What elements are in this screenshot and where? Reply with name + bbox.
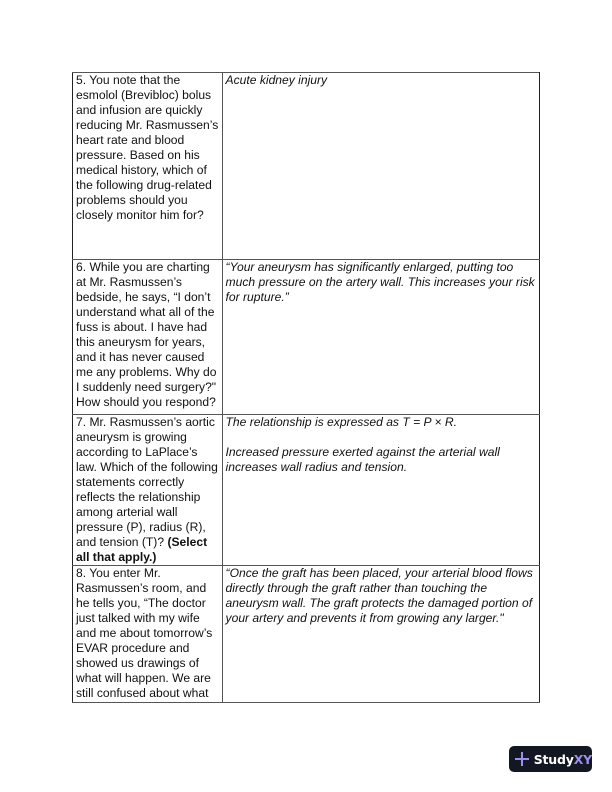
studyxy-watermark: [509, 746, 592, 772]
question-cell: [73, 260, 223, 415]
answer-cell: [222, 260, 539, 415]
brand-accent: XY: [573, 751, 592, 767]
answer-cell: [222, 566, 539, 703]
question-cell: [73, 73, 223, 260]
answer-text: The relationship is expressed as T = P × R.: [225, 415, 458, 429]
question-instruction: (Select all that apply.): [76, 535, 208, 564]
question-cell: [73, 566, 223, 703]
question-answer-table: [72, 72, 540, 703]
question-text: 7. Mr. Rasmussen’s aortic aneurysm is growing according to LaPlace’s law. Which of the following statements correctly reflects the relationship among arterial wall pressure (P), radius (R), and tension (T)?: [76, 415, 218, 549]
answer-cell: [222, 415, 539, 566]
answer-text: “Once the graft has been placed, your arterial blood flows directly through the graft rather than touching the aneurysm wall. The graft protects the damaged portion of your artery and prevents it from growing any larger.": [225, 566, 533, 625]
question-cell: [73, 415, 223, 566]
question-text: 8. You enter Mr. Rasmussen’s room, and he tells you, “The doctor just talked with my wife and me about tomorrow’s EVAR procedure and showed us drawings of what will happen. We are still confused about what: [76, 566, 213, 700]
answer-text: “Your aneurysm has significantly enlarged, putting too much pressure on the artery wall. This increases your risk for rupture.”: [225, 260, 535, 304]
table-row: [73, 260, 540, 415]
answer-text: Increased pressure exerted against the arterial wall increases wall radius and tension.: [225, 445, 500, 474]
question-text: 6. While you are charting at Mr. Rasmussen’s bedside, he says, “I don’t understand what all of the fuss is about. I have had this aneurysm for years, and it has never caused me any problems. Why do I suddenly need surgery?" How should you respond?: [76, 260, 217, 409]
answer-cell: [222, 73, 539, 260]
table-row: [73, 73, 540, 260]
brand-logo-text: [534, 752, 592, 767]
table-row: [73, 415, 540, 566]
plus-icon: [515, 752, 529, 766]
table-row: [73, 566, 540, 703]
question-text: 5. You note that the esmolol (Brevibloc) bolus and infusion are quickly reducing Mr. Rasmussen’s heart rate and blood pressure. Based on his medical history, which of the following drug-related problems should you closely monitor him for?: [76, 73, 219, 222]
answer-text: Acute kidney injury: [225, 73, 328, 87]
brand-main: Study: [533, 751, 574, 767]
